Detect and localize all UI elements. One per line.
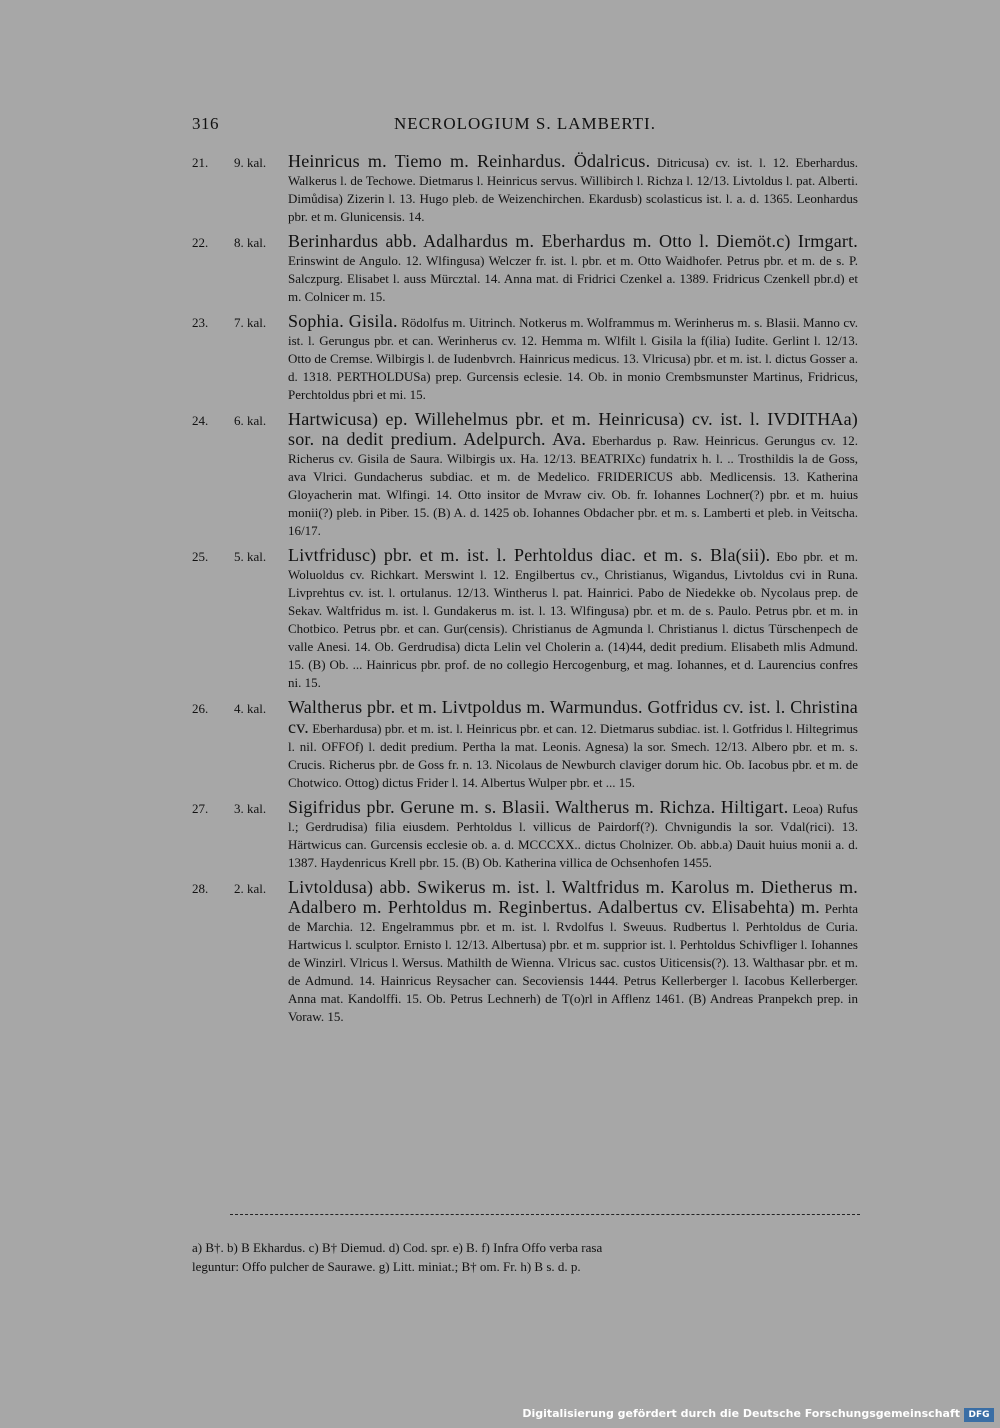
entry-additions: Leoa) Rufus l.; Gerdrudisa) filia eiusdem. Perhtoldus l. villicus de Pairdorf(?). Chvnigundis la sor. Vdal(rici). 13. Härtwicus can. Gurcensis ecclesie ob. a. d. MCCCXX.. dictus Cholnizer. Ob. abb.a) Dauit huius monii a. d. 1387. Haydenricus Krell pbr. 15. (B) Ob. Katherina villica de Ochsenhofen 1455. xyxy=(288,801,858,870)
entry-text xyxy=(288,232,858,306)
footnote-divider xyxy=(230,1214,860,1215)
entry-number: 26. xyxy=(192,701,209,716)
entry-number: 28. xyxy=(192,881,209,896)
entry-date: 7. kal. xyxy=(234,315,267,330)
entry-text xyxy=(288,312,858,404)
entry-number: 23. xyxy=(192,315,209,330)
entry-number: 22. xyxy=(192,235,209,250)
necrology-entries xyxy=(192,152,858,1032)
page-header xyxy=(192,114,858,138)
entry-additions: Erinswint de Angulo. 12. Wlfingusa) Welczer fr. ist. l. pbr. et m. Otto Waidhofer. Petrus pbr. et m. de s. P. Salczpurg. Elisabet l. auss Mürcztal. 14. Anna mat. di Fridrici Czenkel a. 1389. Fridricus Czenkell pbr.d) et m. Colnicer m. 15. xyxy=(288,253,858,304)
entry-additions: Ditricusa) cv. ist. l. 12. Eberhardus. Walkerus l. de Techowe. Dietmarus l. Heinricus servus. Willibirch l. Richza l. 12/13. Livtoldus l. pat. Alberti. Dimůdisa) Zizerin l. 13. Hugo pleb. de Weizenchirchen. Ekardusb) scolasticus ist. l. a. d. 1365. Leonhardus pbr. et m. Glunicensis. 14. xyxy=(288,155,858,224)
entry-date: 2. kal. xyxy=(234,881,267,896)
entry-main-names: Livtoldusa) abb. Swikerus m. ist. l. Waltfridus m. Karolus m. Dietherus m. Adalbero m. Perhtoldus m. Reginbertus. Adalbertus cv. Elisabehta) m. xyxy=(288,877,858,917)
entry-24 xyxy=(192,410,858,540)
entry-26 xyxy=(192,698,858,792)
entry-number: 24. xyxy=(192,413,209,428)
entry-21 xyxy=(192,152,858,226)
entry-additions: Eberhardusa) pbr. et m. ist. l. Heinricus pbr. et can. 12. Dietmarus subdiac. ist. l. Gotfridus l. Hiltegrimus l. nil. OFFOf) l. dedit predium. Pertha la mat. Leonis. Agnesa) la sor. Smech. 12/13. Albero pbr. et m. s. Crucis. Richerus pbr. de Goss fr. n. 13. Nicolaus de Newburch claviger dorum hic. Ob. Iacobus pbr. et m. de Chotwico. Ottog) dictus Frider l. 14. Albertus Wulper pbr. et ... 15. xyxy=(288,721,858,790)
footnotes xyxy=(192,1238,858,1276)
entry-main-names: Hartwicusa) ep. Willehelmus pbr. et m. Heinricusa) cv. ist. l. IVDITHAa) sor. na dedit predium. Adelpurch. Ava. xyxy=(288,409,858,449)
entry-28 xyxy=(192,878,858,1026)
entry-27 xyxy=(192,798,858,872)
entry-date: 3. kal. xyxy=(234,801,267,816)
entry-main-names: Berinhardus abb. Adalhardus m. Eberhardus m. Otto l. Diemöt.c) Irmgart. xyxy=(288,231,858,251)
entry-text xyxy=(288,878,858,1026)
entry-date: 5. kal. xyxy=(234,549,267,564)
page-number: 316 xyxy=(192,114,219,133)
entry-date: 9. kal. xyxy=(234,155,267,170)
entry-text xyxy=(288,546,858,692)
entry-main-names: Waltherus pbr. et m. Livtpoldus m. Warmundus. Gotfridus cv. ist. l. Christina cv. xyxy=(288,697,858,737)
entry-number: 21. xyxy=(192,155,209,170)
entry-additions: Eberhardus p. Raw. Heinricus. Gerungus cv. 12. Richerus cv. Gisila de Saura. Wilbirgis ux. Ha. 12/13. BEATRIXc) fundatrix h. l. .. Trosthildis la de Goss, ava Vlrici. Gundacherus subdiac. et m. de Medelico. FRIDERICUS abb. Medlicensis. 13. Katherina Gloyacherin mat. Wlfingi. 14. Otto insitor de Mvraw civ. Ob. fr. Iohannes Lochner(?) pbr. et m. huius monii(?) pleb. in Piber. 15. (B) A. d. 1425 ob. Iohannes Obdacher pbr. et m. s. Lamberti et pleb. in Veitscha. 16/17. xyxy=(288,433,858,538)
entry-main-names: Sophia. Gisila. xyxy=(288,311,398,331)
entry-number: 25. xyxy=(192,549,209,564)
entry-additions: Ebo pbr. et m. Woluoldus cv. Richkart. Merswint l. 12. Engilbertus cv., Christianus, Wigandus, Livtoldus cvi in Runa. Livprehtus cv. ist. l. ortulanus. 12/13. Wintherus l. pat. Hainrici. Pabo de Niedekke ob. Nycolaus prep. de Sekav. Waltfridus m. ist. l. Gundakerus m. ist. l. 13. Wlfingusa) pbr. et m. de s. Paulo. Petrus pbr. et m. in Chotbico. Petrus pbr. et can. Gur(censis). Christianus de Agmunda l. Christianus l. dictus Türschenpech de valle Anesi. 14. Ob. Gerdrudisa) dicta Lelin vel Cholerin a. (14)44, dedit predium. Elisabeth mlis Admund. 15. (B) Ob. ... Hainricus pbr. prof. de no collegio Hercogenburg, et mag. Iohannes, et d. Laurencius confres ni. 15. xyxy=(288,549,859,690)
entry-main-names: Heinricus m. Tiemo m. Reinhardus. Ödalricus. xyxy=(288,151,651,171)
dfg-logo: DFG xyxy=(964,1408,994,1422)
entry-22 xyxy=(192,232,858,306)
page-title: NECROLOGIUM S. LAMBERTI. xyxy=(394,114,656,133)
entry-text xyxy=(288,152,858,226)
entry-additions: Perhta de Marchia. 12. Engelrammus pbr. et m. ist. l. Rvdolfus l. Sweuus. Rudbertus l. Perhtoldus de Curia. Hartwicus l. sculptor. Ernisto l. 12/13. Albertusa) pbr. et m. supprior ist. l. Perhtoldus Schivfliger l. Iohannes de Winzirl. Vlricus l. Wersus. Mathilth de Wienna. Vlricus sac. custos Uiticensis(?). 13. Walthasar pbr. et m. de Admund. 14. Hainricus Reysacher can. Secoviensis 1444. Petrus Kellerberger l. Iacobus Kellerberger. Anna mat. Kandolffi. 15. Ob. Petrus Lechnerh) de T(o)rl in Afflenz 1461. (B) Andreas Pranpekch prep. in Voraw. 15. xyxy=(288,901,858,1024)
entry-text xyxy=(288,798,858,872)
entry-text xyxy=(288,410,858,540)
entry-main-names: Sigifridus pbr. Gerune m. s. Blasii. Waltherus m. Richza. Hiltigart. xyxy=(288,797,789,817)
footnote-line: leguntur: Offo pulcher de Saurawe. g) Litt. miniat.; B† om. Fr. h) B s. d. p. xyxy=(192,1259,581,1274)
entry-additions: Rödolfus m. Uitrinch. Notkerus m. Wolframmus m. Werinherus m. s. Blasii. Manno cv. ist. l. Gerungus pbr. et can. Werinherus cv. 12. Hemma m. Wlfilt l. Gisila la f(ilia) Iudite. Gerlint l. 12/13. Otto de Cremse. Wilbirgis l. de Iudenbvrch. Hainricus medicus. 13. Vlricusa) pbr. et m. ist. l. dictus Gosser a. d. 1318. PERTHOLDUSa) prep. Gurcensis eclesie. 14. Ob. in monio Crembsmunster Martinus, Fridricus, Perchtoldus pbri et mi. 15. xyxy=(288,315,858,402)
entry-date: 6. kal. xyxy=(234,413,267,428)
footnote-line: a) B†. b) B Ekhardus. c) B† Diemud. d) Cod. spr. e) B. f) Infra Offo verba rasa xyxy=(192,1240,603,1255)
entry-text xyxy=(288,698,858,792)
entry-25 xyxy=(192,546,858,692)
entry-date: 4. kal. xyxy=(234,701,267,716)
entry-main-names: Livtfridusc) pbr. et m. ist. l. Perhtoldus diac. et m. s. Bla(sii). xyxy=(288,545,771,565)
entry-date: 8. kal. xyxy=(234,235,267,250)
entry-23 xyxy=(192,312,858,404)
entry-number: 27. xyxy=(192,801,209,816)
digitization-credit: Digitalisierung gefördert durch die Deutsche Forschungsgemeinschaft xyxy=(522,1407,960,1420)
